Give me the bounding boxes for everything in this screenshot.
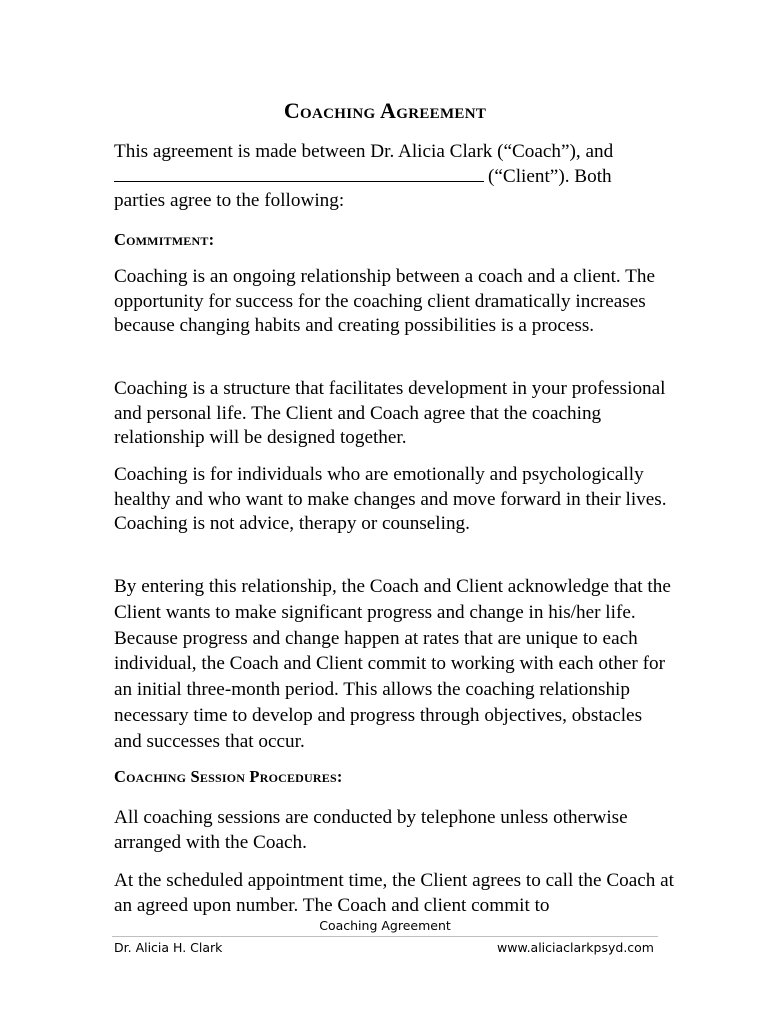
footer-author: Dr. Alicia H. Clark (114, 940, 223, 955)
document-title: Coaching Agreement (283, 98, 487, 123)
client-name-blank (114, 165, 484, 182)
commitment-paragraph-1: Coaching is an ongoing relationship between a coach and a client. The opportunity for success for the coaching client dramatically increases because changing habits and creating possibilities is a process. (114, 266, 655, 336)
commitment-paragraph-4: By entering this relationship, the Coach and Client acknowledge that the Client wants to make significant progress and change in his/her life. Because progress and change happen at rates that are unique to each individual, the Coach and Client commit to working with each other for an initial three-month period. This allows the coaching relationship necessary time to develop and progress through objectives, obstacles and successes that occur. (114, 576, 671, 752)
commitment-paragraph-2: Coaching is a structure that facilitates development in your professional and personal life. The Client and Coach agree that the coaching relationship will be designed together. (114, 378, 666, 448)
section-heading-procedures: Coaching Session Procedures: (114, 767, 343, 786)
intro-line-3: parties agree to the following: (114, 190, 345, 211)
footer-title: Coaching Agreement (319, 918, 451, 933)
section-heading-commitment: Commitment: (114, 230, 215, 249)
procedures-paragraph-1: All coaching sessions are conducted by telephone unless otherwise arranged with the Coach. (114, 807, 628, 853)
commitment-paragraph-3: Coaching is for individuals who are emotionally and psychologically healthy and who want to make changes and move forward in their lives. Coaching is not advice, therapy or counseling. (114, 464, 667, 534)
intro-line-2 (114, 165, 674, 190)
footer-divider (112, 936, 658, 937)
intro-line-2-text: (“Client”). Both (488, 165, 612, 187)
procedures-paragraph-2: At the scheduled appointment time, the Client agrees to call the Coach at an agreed upon number. The Coach and client commit to (114, 870, 674, 916)
intro-paragraph (114, 140, 674, 214)
footer-website: www.aliciaclarkpsyd.com (497, 940, 654, 955)
intro-line-1: This agreement is made between Dr. Alicia Clark (“Coach”), and (114, 141, 614, 162)
